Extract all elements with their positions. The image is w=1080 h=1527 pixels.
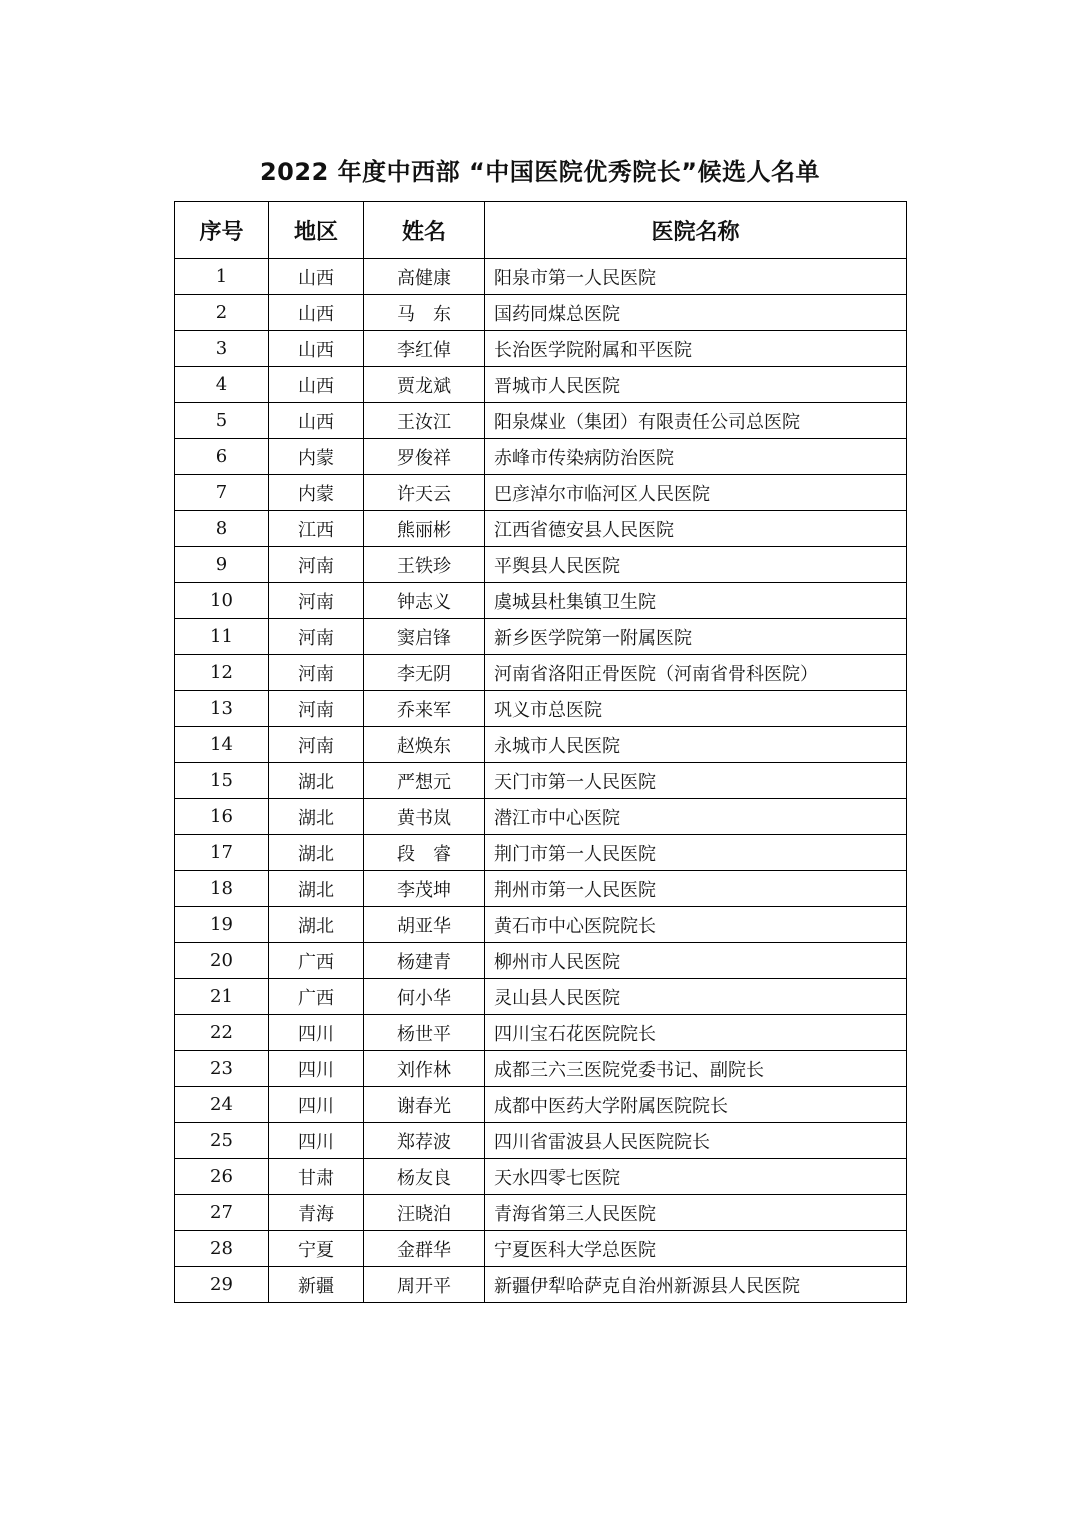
cell-no: 10: [175, 583, 269, 619]
cell-name: 李茂坤: [364, 871, 485, 907]
document-title: 2022 年度中西部 “中国医院优秀院长”候选人名单: [259, 158, 821, 186]
cell-region: 四川: [269, 1015, 364, 1051]
table-row: [175, 295, 907, 331]
cell-hospital: 新乡医学院第一附属医院: [485, 619, 907, 655]
table-row: [175, 979, 907, 1015]
cell-hospital: 天门市第一人民医院: [485, 763, 907, 799]
cell-no: 6: [175, 439, 269, 475]
cell-region: 河南: [269, 727, 364, 763]
cell-no: 3: [175, 331, 269, 367]
header-no: 序号: [175, 202, 269, 259]
cell-name: 段 睿: [364, 835, 485, 871]
cell-hospital: 赤峰市传染病防治医院: [485, 439, 907, 475]
table-row: [175, 1267, 907, 1303]
cell-no: 24: [175, 1087, 269, 1123]
cell-name: 汪晓泊: [364, 1195, 485, 1231]
cell-hospital: 阳泉煤业（集团）有限责任公司总医院: [485, 403, 907, 439]
cell-region: 河南: [269, 655, 364, 691]
table-row: [175, 583, 907, 619]
cell-no: 20: [175, 943, 269, 979]
cell-no: 27: [175, 1195, 269, 1231]
cell-no: 18: [175, 871, 269, 907]
cell-hospital: 阳泉市第一人民医院: [485, 259, 907, 295]
cell-region: 河南: [269, 583, 364, 619]
cell-no: 28: [175, 1231, 269, 1267]
cell-name: 窦启锋: [364, 619, 485, 655]
cell-region: 湖北: [269, 763, 364, 799]
cell-no: 15: [175, 763, 269, 799]
cell-region: 山西: [269, 403, 364, 439]
cell-region: 甘肃: [269, 1159, 364, 1195]
candidate-table: [174, 201, 907, 1303]
cell-no: 16: [175, 799, 269, 835]
cell-no: 21: [175, 979, 269, 1015]
cell-hospital: 永城市人民医院: [485, 727, 907, 763]
cell-name: 李无阴: [364, 655, 485, 691]
cell-name: 乔来军: [364, 691, 485, 727]
cell-name: 金群华: [364, 1231, 485, 1267]
cell-region: 广西: [269, 979, 364, 1015]
cell-region: 山西: [269, 259, 364, 295]
table-row: [175, 907, 907, 943]
table-row: [175, 655, 907, 691]
cell-name: 刘作林: [364, 1051, 485, 1087]
cell-name: 罗俊祥: [364, 439, 485, 475]
cell-name: 高健康: [364, 259, 485, 295]
table-row: [175, 259, 907, 295]
cell-hospital: 天水四零七医院: [485, 1159, 907, 1195]
cell-no: 4: [175, 367, 269, 403]
table-row: [175, 1087, 907, 1123]
cell-region: 河南: [269, 619, 364, 655]
table-row: [175, 403, 907, 439]
cell-region: 江西: [269, 511, 364, 547]
cell-no: 14: [175, 727, 269, 763]
table-row: [175, 1159, 907, 1195]
cell-name: 马 东: [364, 295, 485, 331]
cell-region: 宁夏: [269, 1231, 364, 1267]
cell-hospital: 新疆伊犁哈萨克自治州新源县人民医院: [485, 1267, 907, 1303]
header-name: 姓名: [364, 202, 485, 259]
cell-region: 新疆: [269, 1267, 364, 1303]
cell-no: 19: [175, 907, 269, 943]
cell-name: 杨建青: [364, 943, 485, 979]
cell-region: 河南: [269, 691, 364, 727]
cell-name: 周开平: [364, 1267, 485, 1303]
cell-hospital: 长治医学院附属和平医院: [485, 331, 907, 367]
cell-name: 郑荐波: [364, 1123, 485, 1159]
cell-hospital: 荆门市第一人民医院: [485, 835, 907, 871]
table-row: [175, 331, 907, 367]
table-row: [175, 1195, 907, 1231]
cell-no: 9: [175, 547, 269, 583]
cell-region: 湖北: [269, 835, 364, 871]
cell-region: 四川: [269, 1051, 364, 1087]
cell-no: 7: [175, 475, 269, 511]
cell-name: 李红倬: [364, 331, 485, 367]
cell-no: 1: [175, 259, 269, 295]
cell-region: 山西: [269, 331, 364, 367]
cell-no: 22: [175, 1015, 269, 1051]
cell-hospital: 青海省第三人民医院: [485, 1195, 907, 1231]
cell-hospital: 河南省洛阳正骨医院（河南省骨科医院）: [485, 655, 907, 691]
cell-name: 贾龙斌: [364, 367, 485, 403]
cell-no: 25: [175, 1123, 269, 1159]
table-row: [175, 547, 907, 583]
cell-name: 何小华: [364, 979, 485, 1015]
cell-no: 2: [175, 295, 269, 331]
cell-no: 11: [175, 619, 269, 655]
cell-hospital: 四川省雷波县人民医院院长: [485, 1123, 907, 1159]
table-row: [175, 835, 907, 871]
cell-region: 湖北: [269, 907, 364, 943]
cell-hospital: 虞城县杜集镇卫生院: [485, 583, 907, 619]
cell-region: 四川: [269, 1087, 364, 1123]
cell-hospital: 柳州市人民医院: [485, 943, 907, 979]
cell-no: 12: [175, 655, 269, 691]
table-row: [175, 691, 907, 727]
cell-no: 26: [175, 1159, 269, 1195]
table-header: [175, 202, 907, 259]
cell-name: 谢春光: [364, 1087, 485, 1123]
table-row: [175, 727, 907, 763]
table-row: [175, 619, 907, 655]
header-region: 地区: [269, 202, 364, 259]
table-row: [175, 475, 907, 511]
cell-region: 山西: [269, 295, 364, 331]
table-row: [175, 1231, 907, 1267]
cell-no: 17: [175, 835, 269, 871]
cell-name: 王铁珍: [364, 547, 485, 583]
cell-region: 内蒙: [269, 439, 364, 475]
cell-name: 严想元: [364, 763, 485, 799]
cell-region: 青海: [269, 1195, 364, 1231]
cell-hospital: 巴彦淖尔市临河区人民医院: [485, 475, 907, 511]
table-row: [175, 943, 907, 979]
table-row: [175, 763, 907, 799]
cell-name: 熊丽彬: [364, 511, 485, 547]
cell-hospital: 潜江市中心医院: [485, 799, 907, 835]
cell-hospital: 平舆县人民医院: [485, 547, 907, 583]
cell-hospital: 宁夏医科大学总医院: [485, 1231, 907, 1267]
header-row: [175, 202, 907, 259]
cell-hospital: 成都三六三医院党委书记、副院长: [485, 1051, 907, 1087]
cell-hospital: 巩义市总医院: [485, 691, 907, 727]
cell-region: 内蒙: [269, 475, 364, 511]
cell-region: 湖北: [269, 871, 364, 907]
table-row: [175, 511, 907, 547]
cell-hospital: 灵山县人民医院: [485, 979, 907, 1015]
table-row: [175, 367, 907, 403]
cell-hospital: 成都中医药大学附属医院院长: [485, 1087, 907, 1123]
table-row: [175, 1015, 907, 1051]
cell-region: 四川: [269, 1123, 364, 1159]
cell-name: 黄书岚: [364, 799, 485, 835]
cell-name: 钟志义: [364, 583, 485, 619]
cell-hospital: 黄石市中心医院院长: [485, 907, 907, 943]
cell-name: 胡亚华: [364, 907, 485, 943]
cell-no: 8: [175, 511, 269, 547]
table-body: [175, 259, 907, 1303]
header-hospital: 医院名称: [485, 202, 907, 259]
cell-hospital: 四川宝石花医院院长: [485, 1015, 907, 1051]
table-row: [175, 439, 907, 475]
cell-name: 杨友良: [364, 1159, 485, 1195]
cell-name: 王汝江: [364, 403, 485, 439]
cell-name: 许天云: [364, 475, 485, 511]
cell-region: 广西: [269, 943, 364, 979]
cell-no: 23: [175, 1051, 269, 1087]
cell-hospital: 国药同煤总医院: [485, 295, 907, 331]
cell-no: 29: [175, 1267, 269, 1303]
cell-hospital: 荆州市第一人民医院: [485, 871, 907, 907]
table-row: [175, 1051, 907, 1087]
cell-region: 湖北: [269, 799, 364, 835]
cell-no: 5: [175, 403, 269, 439]
cell-hospital: 江西省德安县人民医院: [485, 511, 907, 547]
table-row: [175, 799, 907, 835]
cell-name: 杨世平: [364, 1015, 485, 1051]
cell-region: 山西: [269, 367, 364, 403]
cell-region: 河南: [269, 547, 364, 583]
cell-name: 赵焕东: [364, 727, 485, 763]
table-row: [175, 871, 907, 907]
table-row: [175, 1123, 907, 1159]
cell-hospital: 晋城市人民医院: [485, 367, 907, 403]
cell-no: 13: [175, 691, 269, 727]
